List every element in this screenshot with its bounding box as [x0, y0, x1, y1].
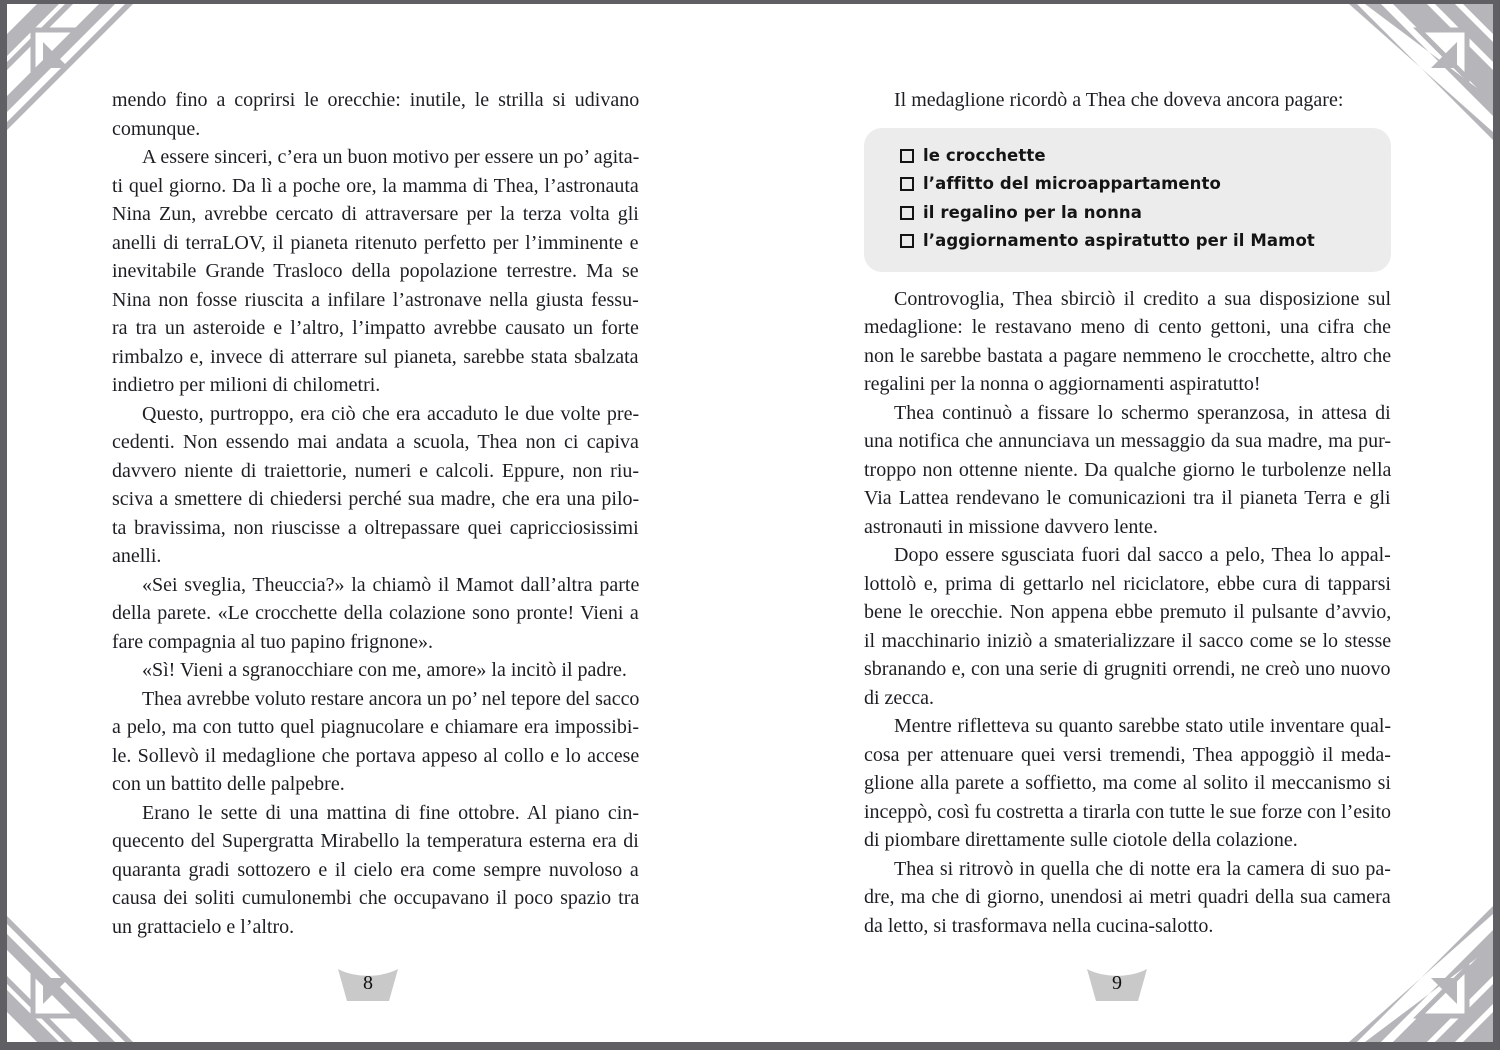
paragraph-line: Thea continuò a fissare lo schermo speranzosa, in attesa di	[894, 401, 1391, 424]
paragraph-line: da letto, si trasformava nella cucina-salotto.	[864, 914, 1214, 937]
paragraph-line: indietro per milioni di chilometri.	[112, 374, 381, 396]
checkbox-icon	[900, 206, 914, 220]
checkbox-icon	[900, 177, 914, 191]
paragraph-line: Thea avrebbe voluto restare ancora un po’ nel tepore del sacco	[142, 687, 640, 710]
paragraph-line: un grattacielo e l’altro.	[112, 915, 295, 938]
paragraph-line: della parete. «Le crocchette della colazione sono pronte! Vieni a	[112, 602, 639, 624]
paragraph-line: rimbalzo e, invece di atterrare sul pianeta, sarebbe stata sbalzata	[112, 345, 639, 368]
paragraph-line: una notifica che annunciava un messaggio da sua madre, ma pur-	[864, 430, 1392, 452]
paragraph-line: Nina non fosse riuscita a infilare l’astronave nella giusta fessu-	[112, 288, 639, 311]
paragraph-line: mendo fino a coprirsi le orecchie: inutile, le strilla si udivano	[112, 89, 640, 111]
paragraph-line: il macchinario iniziò a smaterializzare il sacco come se lo stesse	[864, 629, 1392, 652]
paragraph-line: Via Lattea rendevano le comunicazioni tra il pianeta Terra e gli	[864, 487, 1391, 509]
paragraph-line: dre, ma che di giorno, unendosi ai metri quadri della sua camera	[864, 886, 1391, 908]
paragraph-line: regalini per la nonna o aggiornamenti aspiratutto!	[864, 373, 1261, 395]
page-right-paragraphs	[864, 285, 1391, 941]
paragraph-line: anelli di terraLOV, il pianeta ritenuto perfetto per l’imminente e	[112, 231, 639, 254]
checkbox-icon	[900, 234, 914, 248]
paragraph-line: Controvoglia, Thea sbirciò il credito a sua disposizione sul	[894, 287, 1392, 310]
frame-edge-right	[1493, 0, 1500, 1050]
checklist-item	[900, 227, 1367, 256]
checklist-item	[900, 199, 1367, 228]
page-number-banner-right	[1086, 967, 1148, 1003]
paragraph-line: anelli.	[112, 545, 162, 567]
paragraph-line: a pelo, ma con tutto quel piagnucolare e chiamare era impossibi-	[112, 716, 640, 738]
checkbox-icon	[900, 149, 914, 163]
page-number: 8	[363, 972, 373, 994]
frame-edge-bottom	[0, 1042, 1500, 1050]
right-intro-line	[864, 86, 1391, 115]
paragraph-line: le. Sollevò il medaglione che portava appeso al collo e lo accese	[112, 744, 640, 767]
paragraph-line: con un battito delle palpebre.	[112, 773, 345, 795]
paragraph-line: causa dei soliti cumulonembi che occupavano il poco spazio tra	[112, 887, 640, 909]
checklist-item-label: il regalino per la nonna	[923, 202, 1142, 222]
checklist-item	[900, 170, 1367, 199]
paragraph-line: cedenti. Non essendo mai andata a scuola, Thea non ci capiva	[112, 431, 639, 453]
paragraph-line: quecento del Supergratta Mirabello la temperatura esterna era di	[112, 830, 639, 852]
page-right-text	[864, 86, 1391, 940]
paragraph-line: lottolò e, prima di gettarlo nel riciclatore, ebbe cura di tapparsi	[864, 572, 1391, 595]
paragraph-line: inceppò, così fu costretta a tirarla con tutte le sue forze con l’esito	[864, 800, 1392, 823]
paragraph-line: Questo, purtroppo, era ciò che era accaduto le due volte pre-	[142, 402, 640, 425]
paragraph-line: glione alla parete a soffietto, ma come al solito il meccanismo si	[864, 772, 1391, 794]
paragraph-line: Il medaglione ricordò a Thea che doveva ancora pagare:	[894, 89, 1344, 111]
paragraph-line: sciva a smettere di chiedersi perché sua madre, che era una pilo-	[112, 488, 640, 510]
paragraph-line: troppo non ottenne niente. Da qualche giorno le turbolenze nella	[864, 458, 1392, 481]
checklist-item-label: l’aggiornamento aspiratutto per il Mamot	[923, 231, 1315, 250]
paragraph-line: Nina Zun, avrebbe cercato di attraversare per la terza volta gli	[112, 203, 639, 225]
paragraph-line: Erano le sette di una mattina di fine ottobre. Al piano cin-	[142, 801, 639, 824]
paragraph-line: non le sarebbe bastata a pagare nemmeno le crocchette, altro che	[864, 344, 1392, 367]
paragraph-line: sbranando e, con una serie di grugniti orrendi, ne creò uno nuovo	[864, 658, 1391, 680]
paragraph-line: «Sì! Vieni a sgranocchiare con me, amore» la incitò il padre.	[142, 659, 627, 681]
paragraph-line: cosa per attenuare quei versi tremendi, Thea appoggiò il meda-	[864, 743, 1391, 766]
checklist-item-label: le crocchette	[923, 145, 1046, 165]
paragraph-line: bene le orecchie. Non appena ebbe premuto il pulsante d’avvio,	[864, 601, 1392, 623]
checklist-item	[900, 142, 1367, 171]
paragraph-line: Mentre rifletteva su quanto sarebbe stato utile inventare qual-	[894, 715, 1392, 737]
paragraph-line: ra tra un asteroide e l’altro, l’impatto avrebbe causato un forte	[112, 317, 639, 339]
paragraph-line: ta bravissima, non riuscisse a oltrepassare quei capricciosissimi	[112, 516, 639, 539]
page-number-banner-left	[337, 967, 399, 1003]
paragraph-line: «Sei sveglia, Theuccia?» la chiamò il Mamot dall’altra parte	[142, 573, 640, 596]
paragraph-line: Dopo essere sgusciata fuori dal sacco a pelo, Thea lo appal-	[894, 544, 1391, 566]
payment-checklist-panel	[864, 128, 1391, 272]
paragraph-line: davvero niente di traiettorie, numeri e calcoli. Eppure, non riu-	[112, 459, 640, 482]
paragraph-line: di piombare direttamente sulle ciotole della colazione.	[864, 829, 1298, 851]
frame-edge-left	[0, 0, 7, 1050]
paragraph-line: fare compagnia al tuo papino frignone».	[112, 630, 433, 653]
paragraph-line: medaglione: le restavano meno di cento gettoni, una cifra che	[864, 316, 1392, 338]
checklist-item-label: l’affitto del microappartamento	[923, 174, 1221, 193]
paragraph-line: astronauti in missione davvero lente.	[864, 515, 1158, 538]
paragraph-line: quaranta gradi sottozero e il cielo era come sempre nuvoloso a	[112, 858, 639, 881]
page-number: 9	[1112, 972, 1122, 994]
paragraph-line: A essere sinceri, c’era un buon motivo per essere un po’ agita-	[142, 146, 640, 168]
frame-edge-top	[0, 0, 1500, 4]
paragraph-line: Thea si ritrovò in quella che di notte era la camera di suo pa-	[894, 857, 1391, 880]
paragraph-line: di zecca.	[864, 686, 934, 709]
paragraph-line: ti quel giorno. Da lì a poche ore, la mamma di Thea, l’astronauta	[112, 174, 639, 197]
paragraph-line: comunque.	[112, 117, 201, 140]
page-left-text	[112, 86, 639, 941]
paragraph-line: inevitabile Grande Trasloco della popolazione terrestre. Ma se	[112, 260, 639, 282]
